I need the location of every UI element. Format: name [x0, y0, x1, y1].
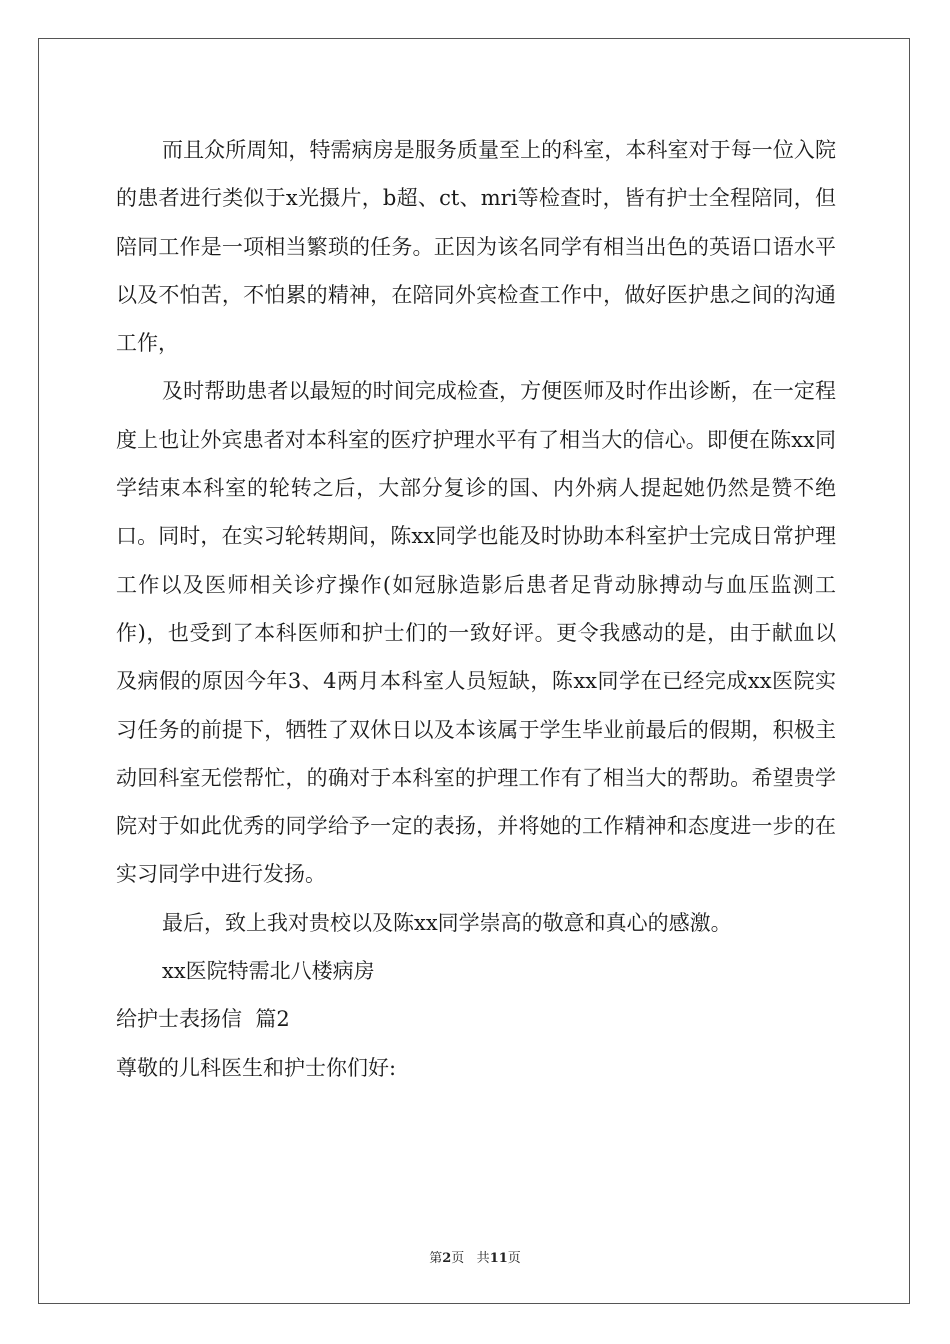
section-title: 给护士表扬信 篇2	[116, 1007, 290, 1032]
page-footer	[0, 1247, 950, 1266]
body-paragraph-3: 最后，致上我对贵校以及陈xx同学崇高的敬意和真心的感激。	[162, 910, 732, 935]
total-prefix: 共	[476, 1251, 490, 1266]
current-page-number: 2	[442, 1251, 452, 1266]
body-paragraph-2: 及时帮助患者以最短的时间完成检查，方便医师及时作出诊断，在一定程度上也让外宾患者对本科室的医疗护理水平有了相当大的信心。即便在陈xx同学结束本科室的轮转之后，大部分复诊的国、内外病人提起她仍然是赞不绝口。同时，在实习轮转期间，陈xx同学也能及时协助本科室护士完成日常护理工作以及医师相关诊疗操作(如冠脉造影后患者足背动脉搏动与血压监测工作)，也受到了本科医师和护士们的一致好评。更令我感动的是，由于献血以及病假的原因今年3、4两月本科室人员短缺，陈xx同学在已经完成xx医院实习任务的前提下，牺牲了双休日以及本该属于学生毕业前最后的假期，积极主动回科室无偿帮忙，的确对于本科室的护理工作有了相当大的帮助。希望贵学院对于如此优秀的同学给予一定的表扬，并将她的工作精神和态度进一步的在实习同学中进行发扬。	[116, 379, 836, 887]
page-unit: 页	[451, 1251, 465, 1266]
document-body	[116, 126, 836, 1092]
signature-line: xx医院特需北八楼病房	[162, 959, 375, 984]
page-prefix: 第	[429, 1251, 443, 1266]
total-unit: 页	[507, 1251, 521, 1266]
total-page-count: 11	[489, 1251, 508, 1266]
body-paragraph-1: 而且众所周知，特需病房是服务质量至上的科室，本科室对于每一位入院的患者进行类似于x光摄片，b超、ct、mri等检查时，皆有护士全程陪同，但陪同工作是一项相当繁琐的任务。正因为该名同学有相当出色的英语口语水平以及不怕苦，不怕累的精神，在陪同外宾检查工作中，做好医护患之间的沟通工作，	[116, 138, 836, 356]
letter-greeting: 尊敬的儿科医生和护士你们好:	[116, 1055, 397, 1080]
